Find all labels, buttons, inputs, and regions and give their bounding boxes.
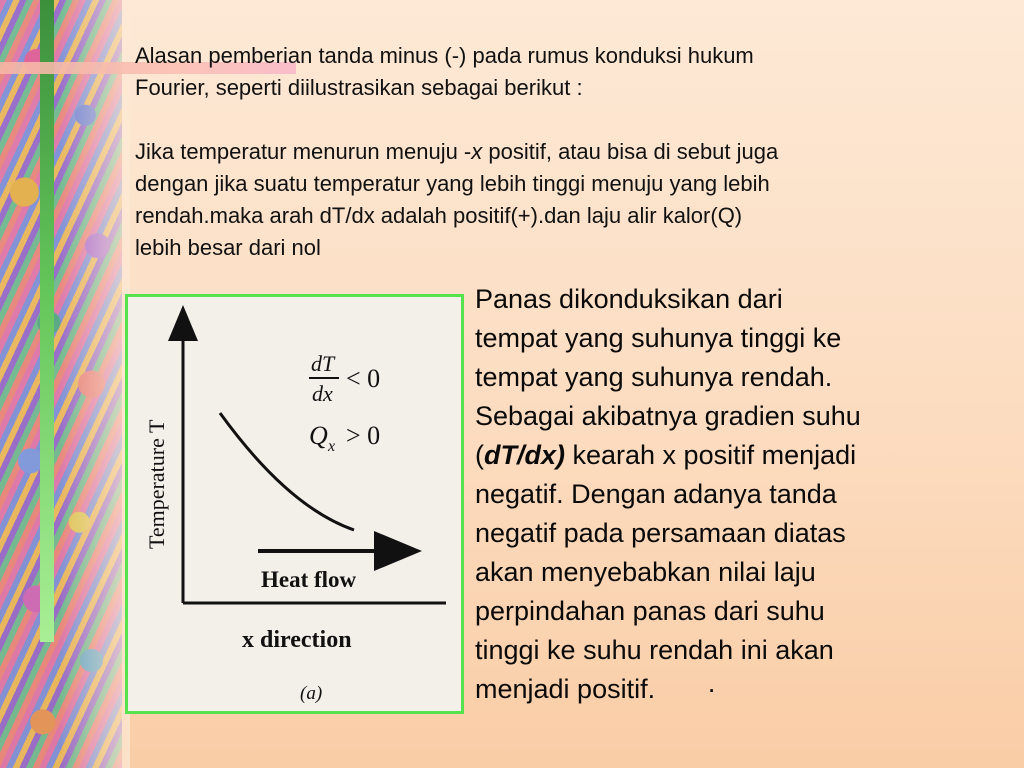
explain-line-5: (dT/dx) kearah x positif menjadi [475, 440, 857, 470]
explain-line-4: Sebagai akibatnya gradien suhu [475, 401, 861, 431]
intro-line-4: dengan jika suatu temperatur yang lebih tinggi menuju yang lebih [135, 171, 770, 196]
explanation-paragraph [475, 280, 1015, 709]
intro-line-3: Jika temperatur menurun menuju -x positif, atau bisa di sebut juga [135, 139, 779, 164]
figure-caption: (a) [300, 683, 323, 704]
explain-line-3: tempat yang suhunya rendah. [475, 362, 833, 392]
x-variable: x [471, 139, 483, 164]
explain-line-11: menjadi positif. · [475, 674, 717, 704]
gradient-denominator: dx [312, 381, 333, 406]
gradient-relation: < 0 [346, 364, 381, 393]
explain-line-9: perpindahan panas dari suhu [475, 596, 825, 626]
intro-line-1: Alasan pemberian tanda minus (-) pada rumus konduksi hukum [135, 43, 754, 68]
heat-rate-symbol: Q [309, 421, 328, 450]
gradient-numerator: dT [311, 351, 335, 376]
intro-line-6: lebih besar dari nol [135, 235, 321, 260]
explain-line-7: negatif pada persamaan diatas [475, 518, 846, 548]
decorative-fade [60, 0, 130, 768]
explain-line-10: tinggi ke suhu rendah ini akan [475, 635, 834, 665]
heat-flow-label: Heat flow [261, 567, 357, 592]
heat-rate-relation: > 0 [346, 421, 381, 450]
intro-line-5: rendah.maka arah dT/dx adalah positif(+).dan laju alir kalor(Q) [135, 203, 743, 228]
temperature-curve [220, 413, 354, 530]
gradient-term: dT/dx) [484, 440, 565, 470]
explain-line-6: negatif. Dengan adanya tanda [475, 479, 837, 509]
intro-paragraph [135, 40, 995, 264]
x-axis-label: x direction [242, 627, 352, 653]
intro-line-2: Fourier, seperti diilustrasikan sebagai berikut : [135, 75, 583, 100]
heat-rate-subscript: x [328, 438, 336, 455]
explain-line-2: tempat yang suhunya tinggi ke [475, 323, 842, 353]
decorative-green-bar [40, 0, 54, 642]
temperature-gradient-figure [125, 294, 464, 714]
explain-line-8: akan menyebabkan nilai laju [475, 557, 816, 587]
trailing-dot: · [707, 674, 717, 704]
explain-line-1: Panas dikonduksikan dari [475, 284, 783, 314]
y-axis-label: Temperature T [144, 419, 169, 549]
